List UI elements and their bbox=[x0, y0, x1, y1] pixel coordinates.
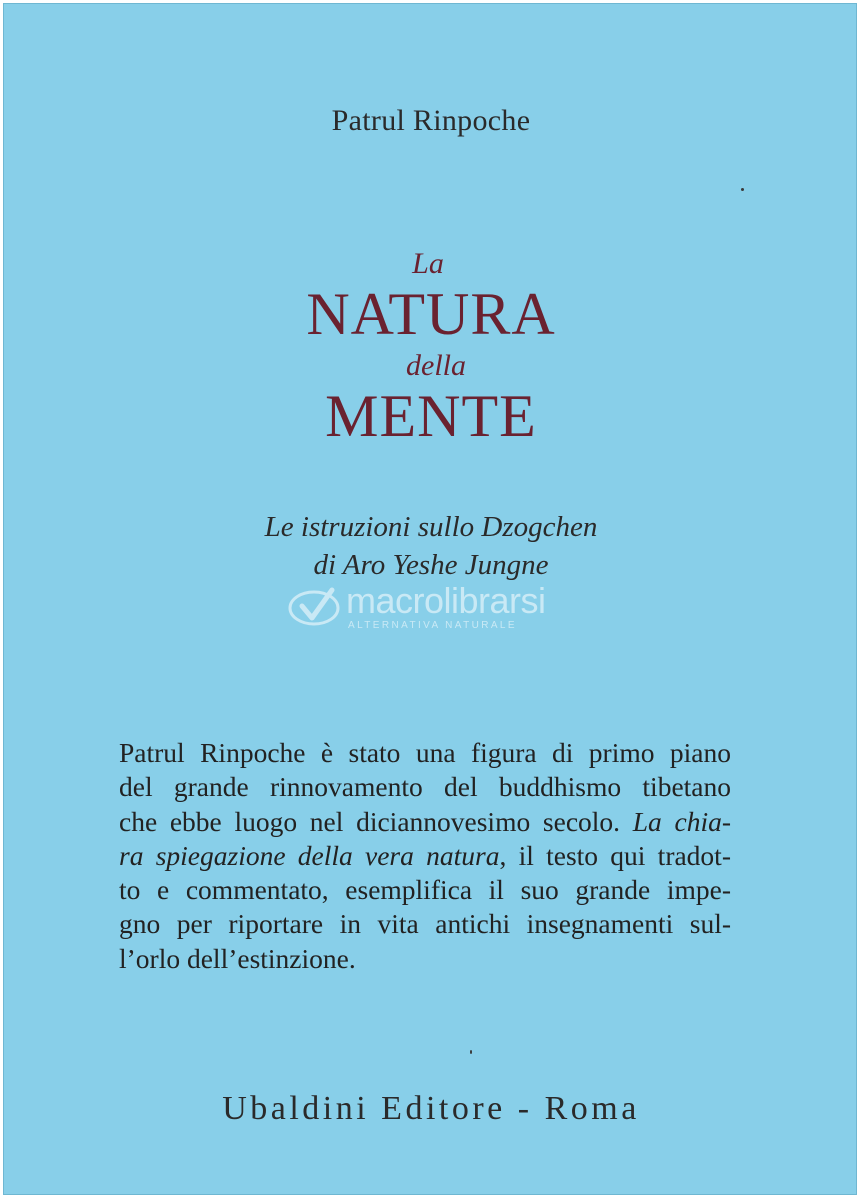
checkmark-leaf-icon bbox=[288, 584, 340, 628]
author-name: Patrul Rinpoche bbox=[331, 104, 531, 137]
blurb-italic-text: La chia- bbox=[632, 805, 731, 837]
book-title bbox=[4, 246, 857, 448]
watermark-name: macrolibrarsi bbox=[346, 580, 546, 621]
blurb-line: gno per riportare in vita antichi insegnamenti sul- bbox=[119, 908, 731, 940]
blurb-line: to e commentato, esemplifica il suo grande impe- bbox=[119, 874, 731, 906]
book-cover bbox=[3, 3, 857, 1195]
title-line-la: La bbox=[412, 247, 444, 280]
blurb-line bbox=[119, 805, 731, 839]
title-line-mente: MENTE bbox=[325, 383, 537, 449]
description-paragraph bbox=[119, 736, 731, 976]
blurb-text: che ebbe luogo nel diciannovesimo secolo. bbox=[119, 805, 621, 837]
blurb-line: l’orlo dell’estinzione. bbox=[119, 942, 356, 974]
publisher-imprint: Ubaldini Editore - Roma bbox=[222, 1090, 640, 1127]
book-subtitle bbox=[4, 508, 857, 584]
print-speck bbox=[470, 1050, 472, 1054]
watermark-tagline: ALTERNATIVA NATURALE bbox=[348, 620, 517, 631]
blurb-text: , il testo qui tradot- bbox=[499, 839, 731, 871]
blurb-line: Patrul Rinpoche è stato una figura di primo piano bbox=[119, 737, 731, 768]
subtitle-line-1: Le istruzioni sullo Dzogchen bbox=[264, 511, 598, 543]
blurb-line: del grande rinnovamento del buddhismo tibetano bbox=[119, 771, 731, 803]
title-line-della: della bbox=[406, 349, 466, 382]
blurb-italic-text: ra spiegazione della vera natura bbox=[119, 839, 500, 871]
blurb-line bbox=[119, 839, 731, 873]
subtitle-line-2: di Aro Yeshe Jungne bbox=[313, 549, 549, 581]
title-line-natura: NATURA bbox=[306, 281, 556, 347]
print-speck bbox=[741, 188, 744, 191]
